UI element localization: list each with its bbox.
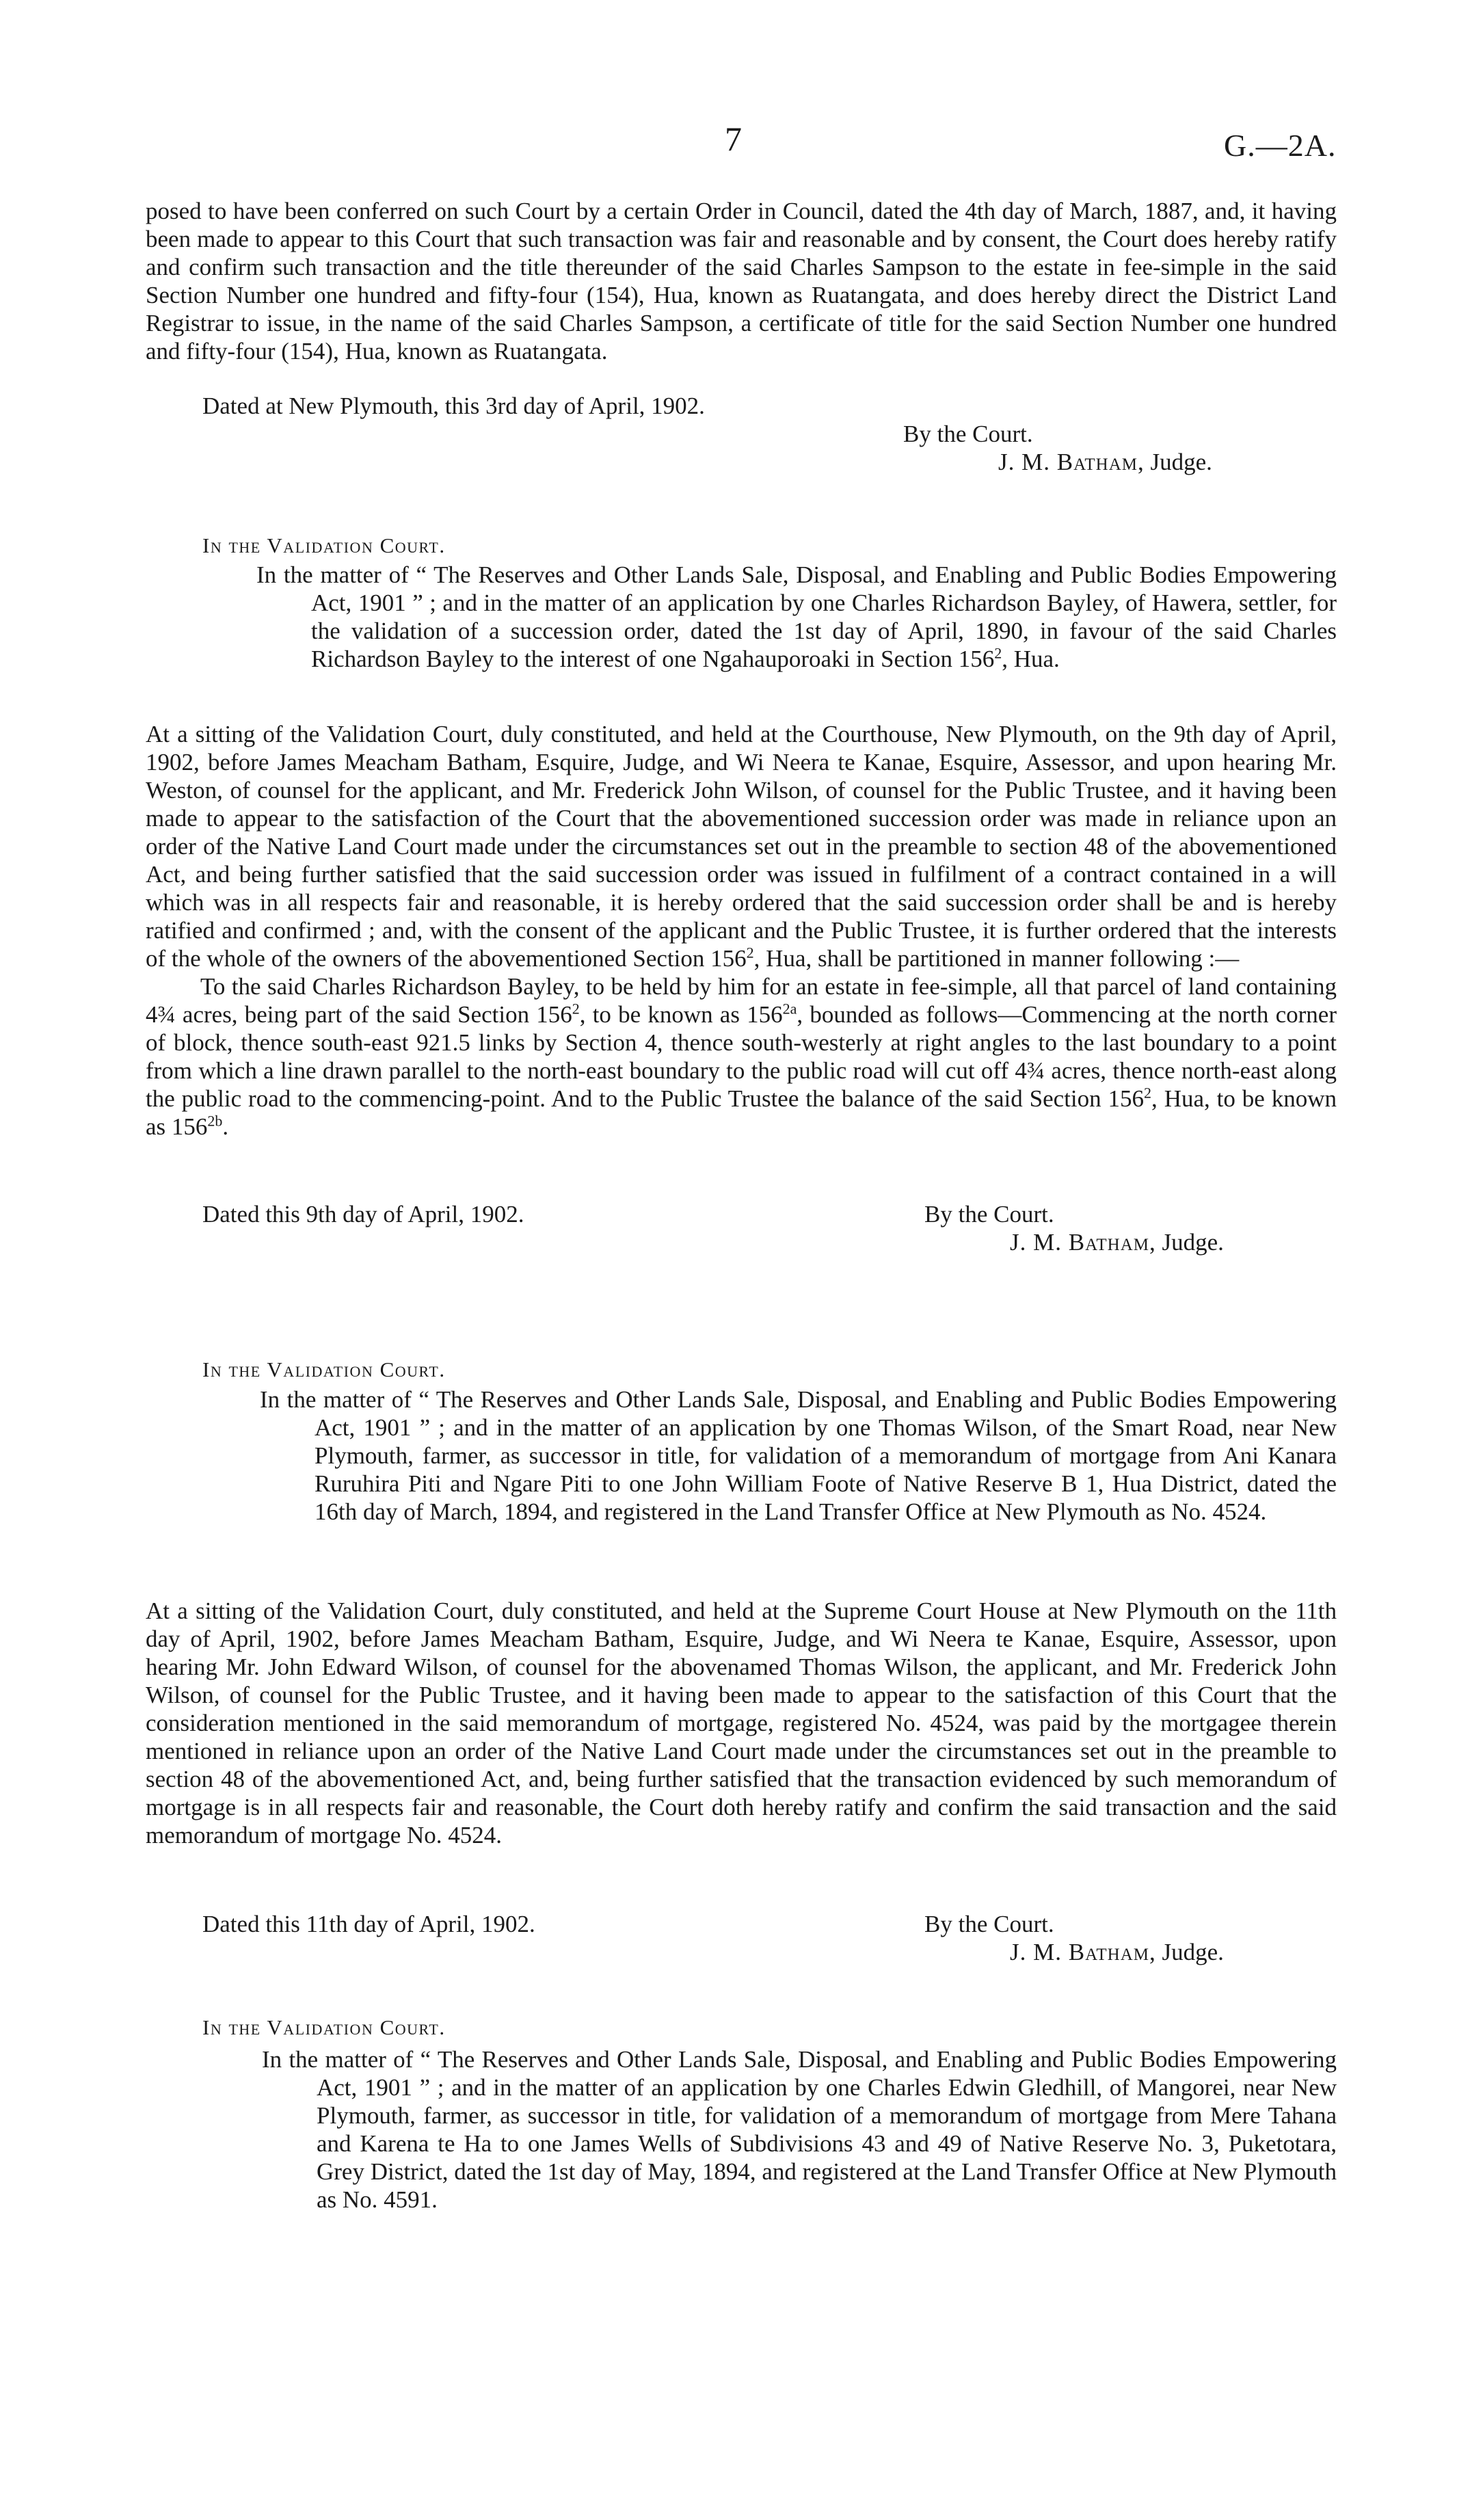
section2-judge-name: J. M. Batham, xyxy=(1010,1229,1156,1256)
section3-judge-name: J. M. Batham, xyxy=(1010,1939,1156,1965)
section2-body-b-sup2: 2a xyxy=(782,1000,797,1018)
section2-body-b-sup1: 2 xyxy=(572,1000,580,1018)
section1-dated: Dated at New Plymouth, this 3rd day of April, 1902. xyxy=(202,393,705,419)
section2-dated: Dated this 9th day of April, 1902. xyxy=(202,1201,524,1228)
section2-body-b-part2: , to be known as 156 xyxy=(579,1001,783,1028)
section4-court-heading: In the Validation Court. xyxy=(202,2015,446,2039)
section2-body-b xyxy=(146,972,1337,1141)
section2-matter-sup: 2 xyxy=(994,644,1002,662)
section1-continuation-text: posed to have been conferred on such Court by a certain Order in Council, dated the 4th day of March, 1887, and, it having been made to appear to this Court that such transaction was fair and reasonable and by consent, the Court does hereby ratify and confirm such transaction and the title thereunder of the said Charles Sampson to the estate in fee-simple in the said Section Number one hundred and fifty-four (154), Hua, known as Ruatangata, and does hereby direct the District Land Registrar to issue, in the name of the said Charles Sampson, a certificate of title for the said Section Number one hundred and fifty-four (154), Hua, known as Ruatangata. xyxy=(146,198,1337,364)
section1-by-court: By the Court. xyxy=(903,421,1033,447)
section3-court-heading: In the Validation Court. xyxy=(202,1357,446,1381)
section1-judge-name: J. M. Batham, xyxy=(998,449,1145,475)
section2-body-a-end: , Hua, shall be partitioned in manner following :— xyxy=(753,945,1240,972)
section2-by-court: By the Court. xyxy=(924,1201,1054,1228)
section3-body xyxy=(146,1597,1337,1849)
section2-matter-end: , Hua. xyxy=(1002,646,1060,672)
section2-body-b-sup3: 2 xyxy=(1144,1084,1152,1102)
section3-judge-signature xyxy=(1010,1938,1224,1966)
section2-judge-signature xyxy=(1010,1228,1224,1256)
section2-body-b-part3: , bounded as follows—Commencing at the north corner of block, thence south-east 921.5 links by Section 4, thence south-westerly at right angles to the last boundary to a point from which a line drawn parallel to the north-east boundary to the public road will cut off 4¾ acres, thence north-east along the public road to the commencing-point. And to the Public Trustee the balance of the said Section 156 xyxy=(146,1001,1337,1112)
document-reference: G.—2A. xyxy=(1224,128,1337,163)
section2-body-b-part1: To the said Charles Richardson Bayley, to be held by him for an estate in fee-simple, all that parcel of land containing 4¾ acres, being part of the said Section 156 xyxy=(146,973,1337,1028)
section3-matter: In the matter of “ The Reserves and Other Lands Sale, Disposal, and Enabling and Public Bodies Empowering Act, 1901 ” ; and in the matter of an application by one Thomas Wilson, of the Smart Road, near New Plymouth, farmer, as successor in title, for validation of a memorandum of mortgage from Ani Kanara Ruruhira Piti and Ngare Piti to one John William Foote of Native Reserve B 1, Hua District, dated the 16th day of March, 1894, and registered in the Land Transfer Office at New Plymouth as No. 4524. xyxy=(260,1386,1337,1525)
section1-continuation xyxy=(146,197,1337,365)
section1-judge-title: Judge. xyxy=(1150,449,1212,475)
section4-matter: In the matter of “ The Reserves and Other Lands Sale, Disposal, and Enabling and Public Bodies Empowering Act, 1901 ” ; and in the matter of an application by one Charles Edwin Gledhill, of Mangorei, near New Plymouth, farmer, as successor in title, for validation of a memorandum of mortgage from Mere Tahana and Karena te Ha to one James Wells of Subdivisions 43 and 49 of Native Reserve No. 3, Puketotara, Grey District, dated the 1st day of May, 1894, and registered at the Land Transfer Office at New Plymouth as No. 4591. xyxy=(262,2046,1337,2213)
section2-body-b-part5: . xyxy=(222,1113,229,1140)
page-number: 7 xyxy=(725,120,742,158)
section3-body-text: At a sitting of the Validation Court, duly constituted, and held at the Supreme Court House at New Plymouth on the 11th day of April, 1902, before James Meacham Batham, Esquire, Judge, and Wi Neera te Kanae, Esquire, Assessor, upon hearing Mr. John Edward Wilson, of counsel for the abovenamed Thomas Wilson, the applicant, and Mr. Frederick John Wilson, of counsel for the Public Trustee, and it having been made to appear to the satisfaction of this Court that the consideration mentioned in the said memorandum of mortgage, registered No. 4524, was paid by the mortgagee therein mentioned in reliance upon an order of the Native Land Court made under the circumstances set out in the preamble to section 48 of the abovementioned Act, and, being further satisfied that the transaction evidenced by such memorandum of mortgage is in all respects fair and reasonable, the Court doth hereby ratify and confirm the said transaction and the said memorandum of mortgage No. 4524. xyxy=(146,1597,1337,1848)
section1-judge-signature xyxy=(998,448,1212,476)
section2-body-a xyxy=(146,720,1337,972)
section2-body-b-sup4: 2b xyxy=(207,1112,223,1130)
section2-court-heading: In the Validation Court. xyxy=(202,533,446,557)
section2-body-a-text: At a sitting of the Validation Court, duly constituted, and held at the Courthouse, New Plymouth, on the 9th day of April, 1902, before James Meacham Batham, Esquire, Judge, and Wi Neera te Kanae, Esquire, Assessor, and upon hearing Mr. Weston, of counsel for the applicant, and Mr. Frederick John Wilson, of counsel for the Public Trustee, and it having been made to appear to the satisfaction of the Court that the abovementioned succession order was made in reliance upon an order of the Native Land Court made under the circumstances set out in the preamble to section 48 of the abovementioned Act, and being further satisfied that the said succession order was issued in fulfilment of a contract contained in a will which was in all respects fair and reasonable, it is hereby ordered that the said succession order shall be and is hereby ratified and confirmed ; and, with the consent of the applicant and the Public Trustee, it is further ordered that the interests of the whole of the owners of the abovementioned Section 156 xyxy=(146,721,1337,972)
section2-matter-text: In the matter of “ The Reserves and Other Lands Sale, Disposal, and Enabling and Public Bodies Empowering Act, 1901 ” ; and in the matter of an application by one Charles Richardson Bayley, of Hawera, settler, for the validation of a succession order, dated the 1st day of April, 1890, in favour of the said Charles Richardson Bayley to the interest of one Ngahauporoaki in Section 156 xyxy=(256,561,1337,672)
section2-matter xyxy=(256,561,1337,673)
section2-body-b-part4: , Hua, to be known as 156 xyxy=(146,1085,1337,1140)
section2-body xyxy=(146,720,1337,1141)
section3-dated: Dated this 11th day of April, 1902. xyxy=(202,1911,535,1937)
section2-judge-title: Judge. xyxy=(1162,1229,1224,1256)
section3-judge-title: Judge. xyxy=(1162,1939,1224,1965)
section3-by-court: By the Court. xyxy=(924,1911,1054,1937)
section2-body-a-sup: 2 xyxy=(746,944,754,961)
